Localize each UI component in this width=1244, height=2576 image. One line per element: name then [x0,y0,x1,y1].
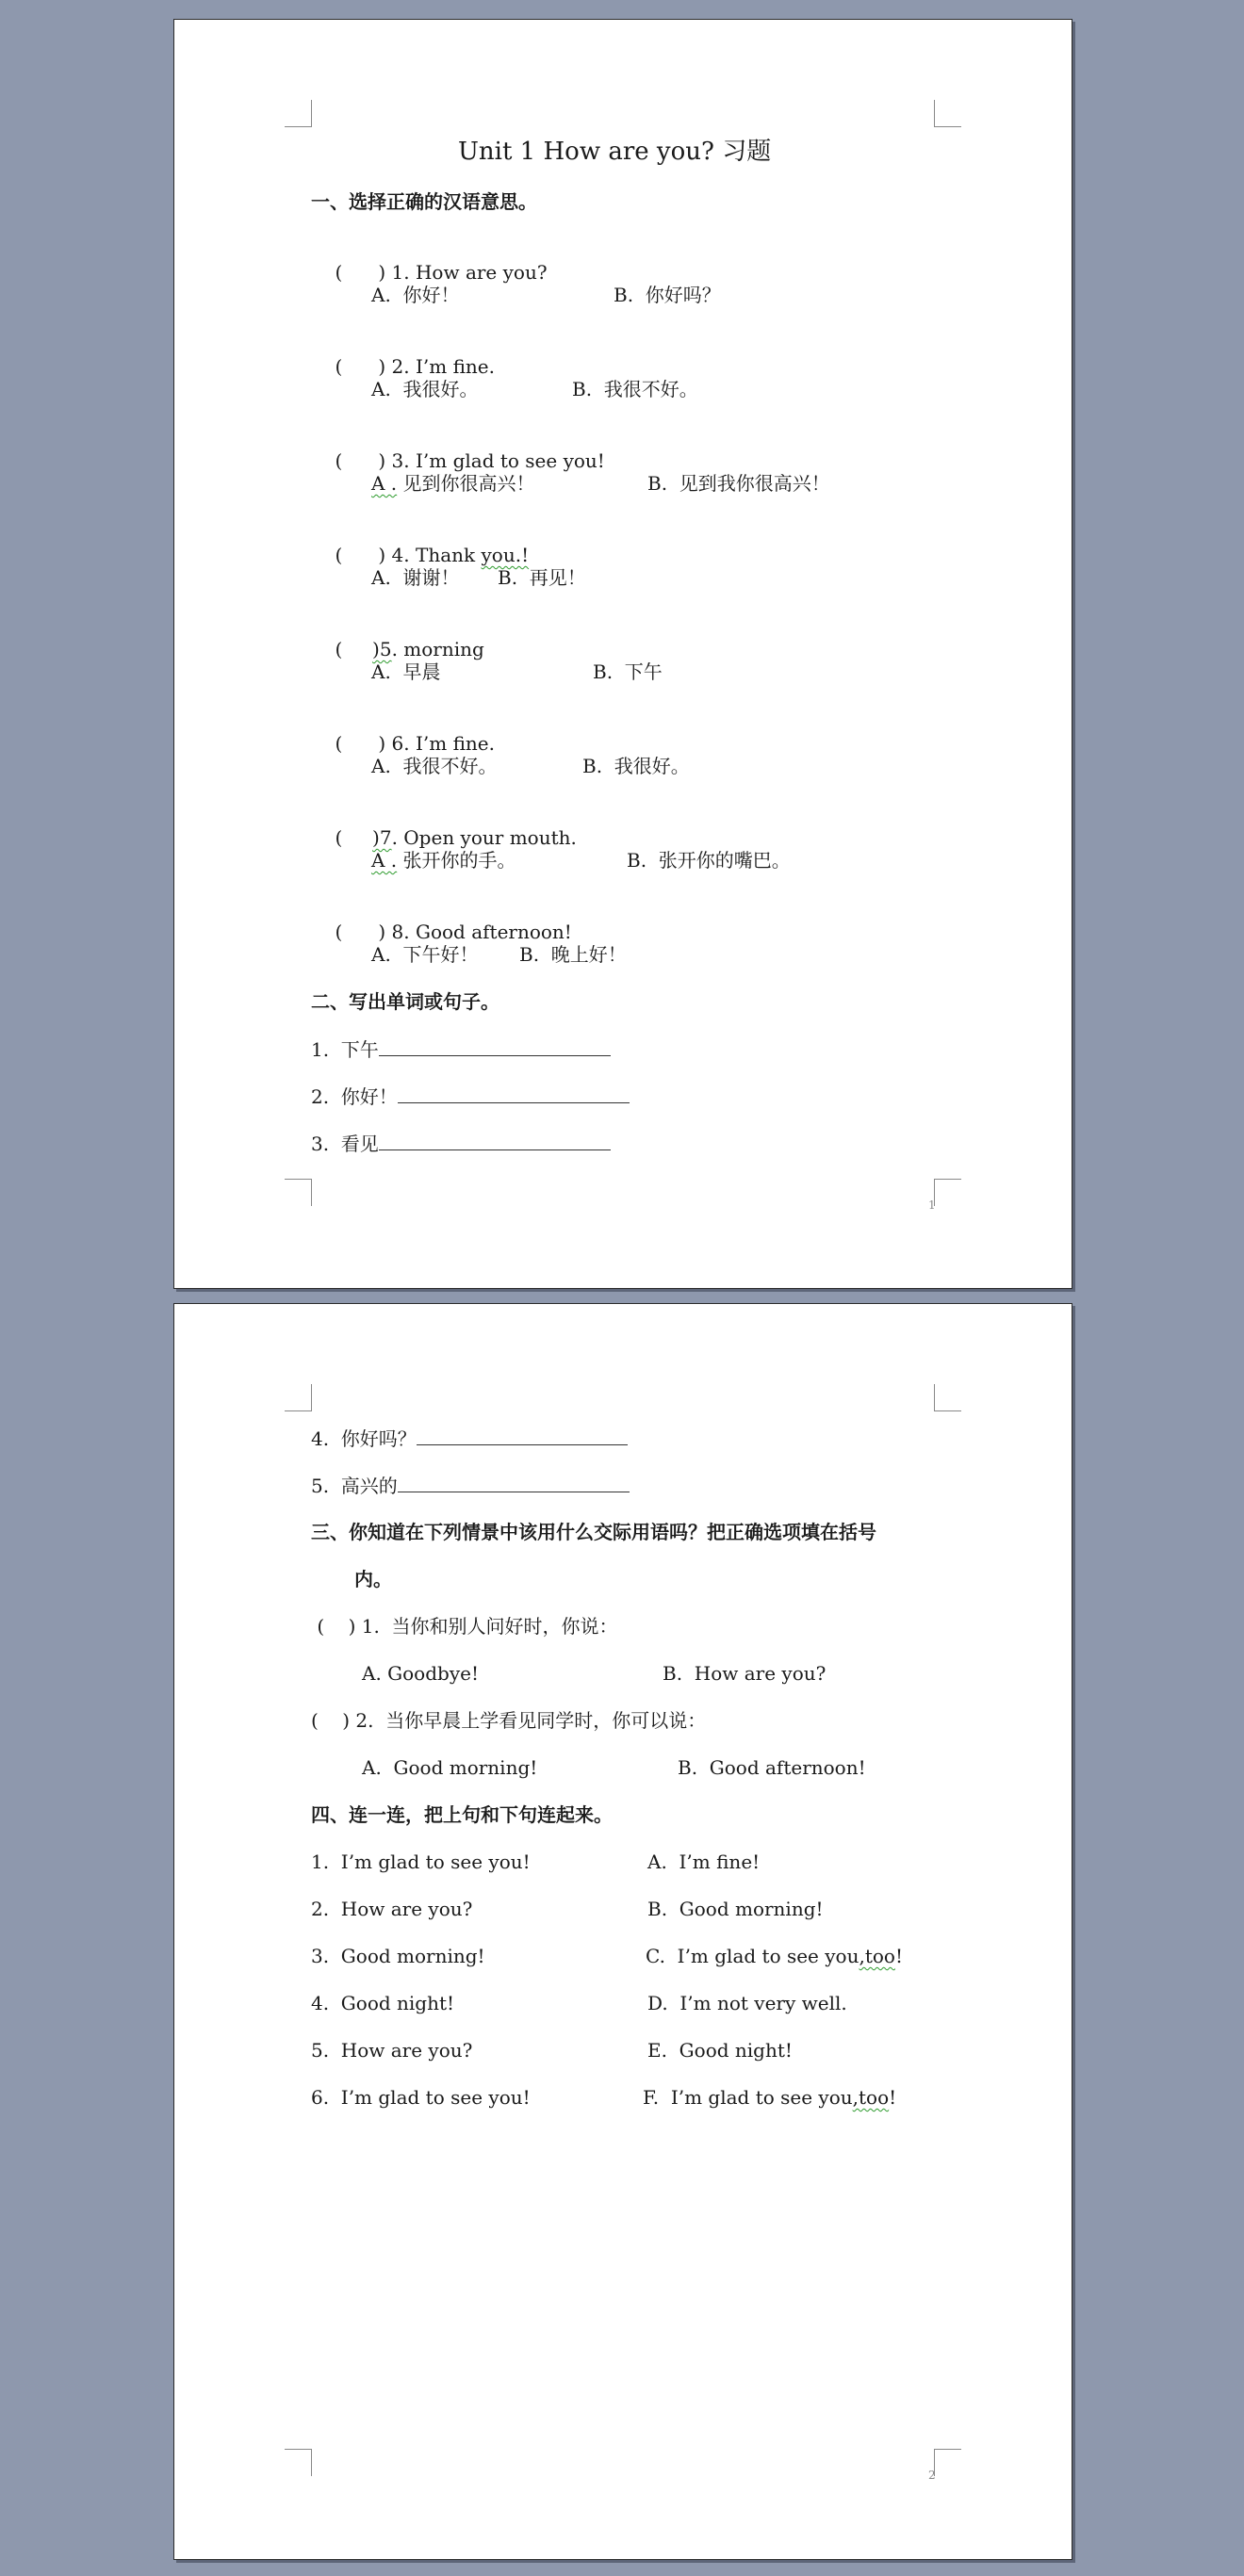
write-item-4 [311,1426,628,1451]
question-text: . Open your mouth. [391,826,577,849]
question-3-option-b: B. 见到我你很高兴！ [647,472,830,495]
question-5-option-a: A. 早晨 [371,660,441,683]
answer-bracket[interactable]: ( ) [335,449,386,472]
section-1-heading: 一、选择正确的汉语意思。 [311,190,537,213]
question-text: 6. I’m fine. [391,732,495,755]
question-number: )5 [372,638,392,660]
answer-bracket[interactable]: ( ) [335,261,386,284]
match-right-c[interactable] [646,1944,903,1968]
margin-mark-bottom-left [285,2449,312,2476]
answer-bracket[interactable]: ( [335,826,373,849]
page-number: 1 [928,1198,936,1212]
answer-bracket[interactable]: ( ) [335,544,386,566]
write-item-1 [311,1036,611,1062]
question-7-option-a [371,848,516,872]
document-page-1 [173,19,1072,1289]
question-7-option-b: B. 张开你的嘴巴。 [627,849,791,872]
margin-mark-bottom-right [934,1179,961,1206]
write-item-5 [311,1473,630,1498]
question-1-option-b: B. 你好吗？ [614,284,721,306]
match-left-5[interactable]: 5. How are you? [311,2039,473,2062]
question-number: )7 [372,826,392,849]
match-text: F. I’m glad to see you [643,2086,853,2109]
document-page-2 [173,1303,1072,2560]
question-text-underlined: you.! [481,544,530,566]
scenario-question-1: ( ) 1. 当你和别人问好时，你说： [311,1615,618,1638]
write-item-label: 1. 下午 [311,1038,379,1061]
match-left-3[interactable]: 3. Good morning! [311,1945,485,1967]
answer-blank[interactable] [379,1036,611,1056]
section-4-heading: 四、连一连，把上句和下句连起来。 [311,1803,613,1826]
match-left-1[interactable]: 1. I’m glad to see you! [311,1850,531,1873]
margin-mark-top-left [285,1384,312,1411]
match-right-f[interactable] [643,2085,896,2110]
scenario-2-option-a: A. Good morning! [362,1756,538,1779]
question-text: 8. Good afternoon! [391,921,572,943]
option-letter: A . [371,472,398,495]
question-2-option-a: A. 我很好。 [371,378,479,400]
question-4-option-b: B. 再见！ [498,566,586,589]
section-2-heading: 二、写出单词或句子。 [311,990,499,1013]
match-text-underlined: ,too [859,1945,895,1967]
match-text: C. I’m glad to see you [646,1945,859,1967]
match-text-end: ! [894,1945,904,1967]
write-item-3 [311,1131,611,1156]
question-8-option-b: B. 晚上好！ [519,943,627,966]
write-item-label: 5. 高兴的 [311,1475,398,1497]
margin-mark-top-right [934,1384,961,1411]
question-6-option-b: B. 我很好。 [582,755,690,777]
question-text: 1. How are you? [391,261,548,284]
page-title: Unit 1 How are you? 习题 [458,138,772,166]
question-text: 3. I’m glad to see you! [391,449,605,472]
match-text-end: ! [889,2086,897,2109]
write-item-label: 4. 你好吗？ [311,1427,417,1450]
margin-mark-bottom-right [934,2449,961,2476]
answer-bracket[interactable]: ( ) [335,732,386,755]
scenario-1-option-b: B. How are you? [663,1662,827,1685]
match-left-2[interactable]: 2. How are you? [311,1898,473,1920]
match-left-6[interactable]: 6. I’m glad to see you! [311,2086,531,2109]
option-text: 见到你很高兴！ [397,472,535,495]
write-item-label: 3. 看见 [311,1133,379,1155]
question-1-option-a: A. 你好！ [371,284,460,306]
page-number: 2 [928,2469,936,2482]
match-right-b[interactable]: B. Good morning! [647,1898,824,1920]
question-8-option-a: A. 下午好！ [371,943,479,966]
answer-bracket[interactable]: ( [335,638,373,660]
margin-mark-top-left [285,100,312,127]
scenario-2-option-b: B. Good afternoon! [678,1756,866,1779]
scenario-question-2: ( ) 2. 当你早晨上学看见同学时，你可以说： [311,1709,707,1732]
question-4-option-a: A. 谢谢！ [371,566,460,589]
match-right-e[interactable]: E. Good night! [647,2039,793,2062]
write-item-label: 2. 你好！ [311,1085,398,1108]
option-letter: A . [371,849,398,872]
section-3-heading: 三、你知道在下列情景中该用什么交际用语吗？把正确选项填在括号 [311,1521,876,1543]
answer-blank[interactable] [417,1426,628,1445]
question-text: . morning [391,638,484,660]
match-right-d[interactable]: D. I’m not very well. [647,1992,847,2014]
match-right-a[interactable]: A. I’m fine! [647,1850,761,1873]
scenario-1-option-a: A. Goodbye! [362,1662,479,1685]
match-text-underlined: ,too [852,2086,890,2109]
answer-bracket[interactable]: ( ) [335,921,386,943]
question-5-option-b: B. 下午 [593,660,663,683]
option-text: 张开你的手。 [397,849,516,872]
answer-bracket[interactable]: ( ) [335,355,386,378]
margin-mark-top-right [934,100,961,127]
question-2-option-b: B. 我很不好。 [572,378,698,400]
answer-blank[interactable] [398,1473,630,1492]
match-left-4[interactable]: 4. Good night! [311,1992,455,2014]
question-6-option-a: A. 我很不好。 [371,755,498,777]
answer-blank[interactable] [398,1084,630,1103]
question-text: 4. Thank [391,544,482,566]
answer-blank[interactable] [379,1131,611,1150]
margin-mark-bottom-left [285,1179,312,1206]
question-3-option-a [371,471,535,496]
section-3-heading-continued: 内。 [354,1568,392,1590]
write-item-2 [311,1084,630,1109]
question-text: 2. I’m fine. [391,355,495,378]
